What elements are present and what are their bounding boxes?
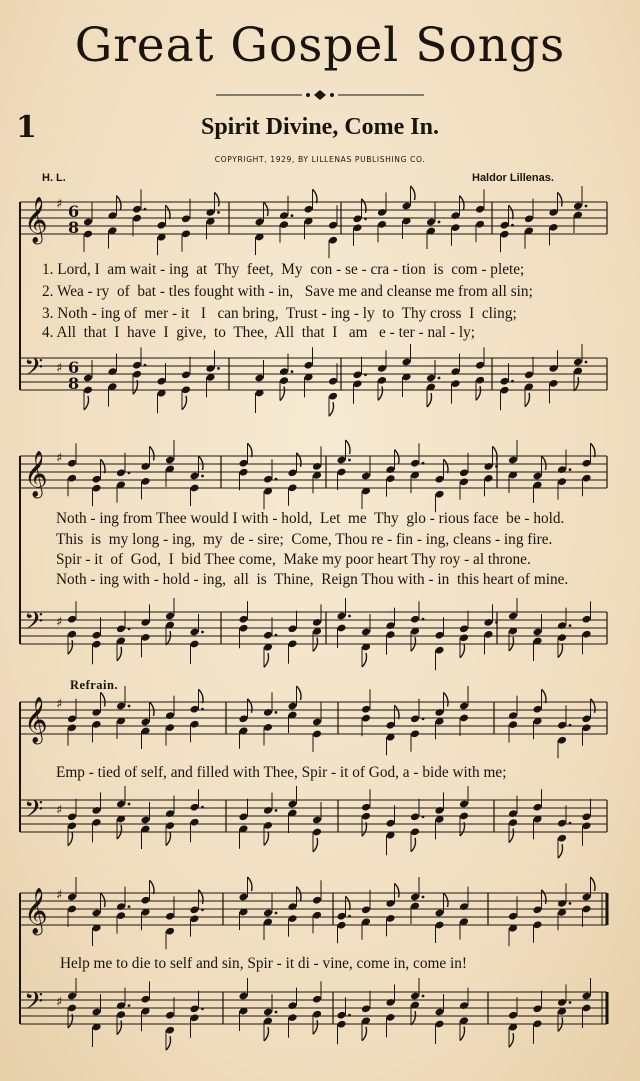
note-flag [509, 1033, 514, 1047]
sharp-icon: ♯ [56, 615, 63, 630]
bass-clef-icon: 𝄢 [24, 607, 44, 642]
dot [201, 1007, 204, 1010]
note-flag [558, 844, 563, 858]
sharp-icon: ♯ [56, 995, 63, 1010]
dot [364, 373, 367, 376]
dot [585, 205, 588, 208]
note-flag [199, 456, 204, 470]
note-flag [84, 396, 89, 410]
refrain-line-2: Help me to die to self and sin, Spir - it di - vine, come in, come in! [60, 955, 467, 972]
note-flag [558, 192, 563, 206]
dot [422, 717, 425, 720]
note-flag [264, 202, 269, 216]
dot [275, 478, 278, 481]
dot [217, 367, 220, 370]
bass-clef-icon: 𝄢 [24, 795, 44, 830]
note-flag [150, 446, 155, 460]
note-flag [509, 205, 514, 219]
music-credit: Haldor Lillenas. [472, 172, 554, 184]
note-flag [395, 450, 400, 464]
note-flag [329, 402, 334, 416]
note-flag [395, 705, 400, 719]
sharp-icon: ♯ [56, 803, 63, 818]
note-flag [68, 640, 73, 654]
dot [201, 631, 204, 634]
note-flag [166, 631, 171, 645]
note-flag [444, 893, 449, 907]
sharp-icon: ♯ [56, 197, 63, 212]
dot [495, 621, 498, 624]
note-flag [313, 1020, 318, 1034]
dot [438, 221, 441, 224]
time-signature-bottom: 8 [68, 374, 80, 393]
dot [217, 211, 220, 214]
note-flag [362, 653, 367, 667]
dot [569, 1001, 572, 1004]
dot [422, 995, 425, 998]
dot [275, 634, 278, 637]
dot [569, 624, 572, 627]
time-signature-top: 6 [68, 358, 80, 377]
dot [128, 803, 131, 806]
book-title: Great Gospel Songs [74, 18, 566, 73]
note-flag [346, 440, 351, 454]
verse-2-line-2: This is my long - ing, my de - sire; Come, Thou re - fin - ing, cleans - ing fire. [56, 531, 553, 548]
note-flag [591, 877, 596, 891]
copyright-line: COPYRIGHT, 1929, BY LILLENAS PUBLISHING CO. [214, 155, 426, 164]
sharp-icon: ♯ [56, 361, 63, 376]
note-flag [558, 644, 563, 658]
note-flag [166, 205, 171, 219]
note-flag [460, 1027, 465, 1041]
dot [291, 370, 294, 373]
note-flag [460, 196, 465, 210]
note-flag [297, 887, 302, 901]
dot [201, 908, 204, 911]
note-flag [248, 877, 253, 891]
note-flag [476, 386, 481, 400]
dot [422, 896, 425, 899]
verse-4-line-1: 4. All that I have I give, to Thee, All that I am e - ter - nal - ly; [42, 324, 476, 341]
note-flag [264, 831, 269, 845]
dot [364, 217, 367, 220]
note-flag [542, 456, 547, 470]
dot [291, 214, 294, 217]
note-flag [460, 644, 465, 658]
dot [128, 1004, 131, 1007]
note-flag [297, 453, 302, 467]
dot [275, 711, 278, 714]
note-flag [591, 699, 596, 713]
note-flag [117, 196, 122, 210]
note-flag [509, 829, 514, 843]
note-flag [362, 1027, 367, 1041]
time-signature-bottom: 8 [68, 218, 80, 237]
note-flag [166, 832, 171, 846]
note-flag [542, 689, 547, 703]
dot [201, 475, 204, 478]
note-flag [150, 880, 155, 894]
dot [569, 468, 572, 471]
dot [201, 708, 204, 711]
note-flag [215, 192, 220, 206]
dot [569, 822, 572, 825]
verse-2-line-1: 2. Wea - ry of bat - tles fought with - in, Save me and cleanse me from all sin; [42, 283, 533, 300]
note-flag [493, 446, 498, 460]
sharp-icon: ♯ [56, 451, 63, 466]
note-flag [117, 647, 122, 661]
note-flag [411, 838, 416, 852]
note-flag [411, 1011, 416, 1025]
dot [422, 462, 425, 465]
treble-clef-icon: 𝄞 [24, 697, 48, 743]
note-flag [444, 459, 449, 473]
note-flag [248, 443, 253, 457]
note-flag [525, 393, 530, 407]
treble-clef-icon: 𝄞 [24, 197, 48, 243]
dot [144, 208, 147, 211]
dot [275, 1011, 278, 1014]
note-flag [346, 896, 351, 910]
dot [275, 809, 278, 812]
refrain-line-1: Emp - tied of self, and filled with Thee, Spir - it of God, a - bide with me; [56, 764, 507, 781]
note-flag [117, 1021, 122, 1035]
note-flag [297, 686, 302, 700]
note-flag [362, 199, 367, 213]
dot [275, 912, 278, 915]
note-flag [199, 890, 204, 904]
dot [569, 724, 572, 727]
dot [128, 705, 131, 708]
note-flag [280, 387, 285, 401]
dot [511, 380, 514, 383]
dot [144, 364, 147, 367]
dot [128, 627, 131, 630]
verse-4-line-2: Noth - ing with - hold - ing, all is Thine, Reign Thou with - in this heart of mine. [56, 571, 569, 588]
note-flag [68, 832, 73, 846]
note-flag [166, 1036, 171, 1050]
treble-clef-icon: 𝄞 [24, 888, 48, 934]
note-flag [574, 377, 579, 391]
bass-clef-icon: 𝄢 [24, 987, 44, 1022]
dot [585, 361, 588, 364]
sharp-icon: ♯ [56, 697, 63, 712]
dot [348, 615, 351, 618]
dot [348, 1014, 351, 1017]
verse-1-line-2: Noth - ing from Thee would I with - hold, Let me Thy glo - rious face be - hold. [56, 510, 565, 527]
note-flag [542, 890, 547, 904]
dot [201, 806, 204, 809]
note-flag [101, 459, 106, 473]
refrain-label: Refrain. [70, 678, 119, 692]
dot [438, 377, 441, 380]
verse-1-line-1: 1. Lord, I am wait - ing at Thy feet, My con - se - cra - tion is com - plete; [42, 261, 525, 278]
dot [569, 902, 572, 905]
note-flag [313, 838, 318, 852]
note-flag [101, 692, 106, 706]
dot [128, 905, 131, 908]
note-flag [378, 386, 383, 400]
hymn-number: 1 [16, 110, 37, 145]
note-flag [150, 702, 155, 716]
note-flag [101, 893, 106, 907]
note-flag [411, 186, 416, 200]
note-flag [427, 393, 432, 407]
note-flag [591, 443, 596, 457]
dot [422, 618, 425, 621]
dot [422, 815, 425, 818]
note-flag [199, 689, 204, 703]
words-credit: H. L. [42, 172, 66, 184]
note-flag [395, 883, 400, 897]
note-flag [182, 396, 187, 410]
dot [511, 224, 514, 227]
bass-clef-icon: 𝄢 [24, 353, 44, 388]
hymn-title: Spirit Divine, Come In. [200, 114, 439, 140]
dot [348, 459, 351, 462]
dot [348, 915, 351, 918]
note-flag [444, 692, 449, 706]
sharp-icon: ♯ [56, 888, 63, 903]
dot [128, 471, 131, 474]
time-signature-top: 6 [68, 202, 80, 221]
verse-3-line-1: 3. Noth - ing of mer - it I can bring, Trust - ing - ly to Thy cross I cling; [42, 305, 517, 322]
note-flag [264, 653, 269, 667]
note-flag [264, 1027, 269, 1041]
note-flag [248, 699, 253, 713]
note-flag [313, 189, 318, 203]
treble-clef-icon: 𝄞 [24, 451, 48, 497]
dot [495, 465, 498, 468]
verse-3-line-2: Spir - it of God, I bid Thee come, Make my poor heart Thy roy - al throne. [56, 551, 531, 568]
